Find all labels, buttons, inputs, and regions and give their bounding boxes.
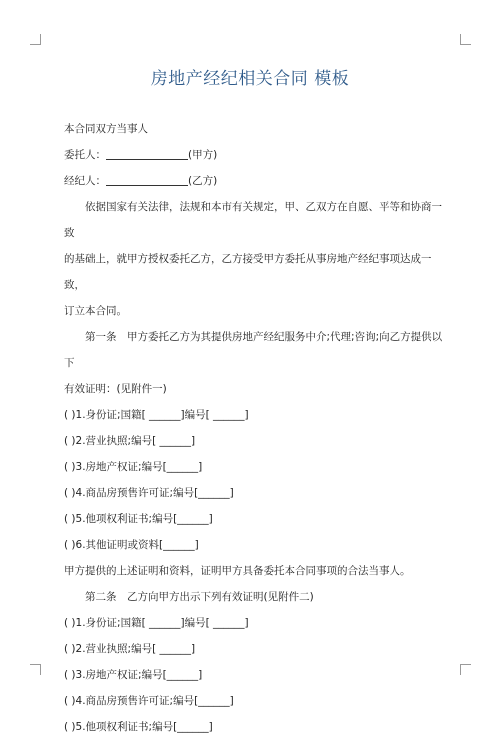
party-label: 经纪人： xyxy=(64,175,106,187)
list-item: ( )4.商品房预售许可证;编号[______] xyxy=(64,695,234,707)
article-1-continuation: 有效证明：(见附件一) xyxy=(64,383,167,395)
party-line-principal xyxy=(64,142,444,168)
list-item: ( )1.身份证;国籍[ ______]编号[ ______] xyxy=(64,617,249,629)
blank-line xyxy=(106,147,188,160)
list-item: ( )6.其他证明或资料[______] xyxy=(64,539,199,551)
document-title: 房地产经纪相关合同 模板 xyxy=(150,69,350,89)
corner-mark-bottom-right xyxy=(460,664,471,675)
corner-mark-top-right xyxy=(460,34,471,45)
party-suffix: (乙方) xyxy=(188,175,218,187)
list-item: ( )2.营业执照;编号[ ______] xyxy=(64,435,196,447)
document-body xyxy=(64,116,444,740)
corner-mark-bottom-left xyxy=(30,664,41,675)
list-item: ( )5.他项权利证书;编号[______] xyxy=(64,721,213,733)
list-item: ( )2.营业执照;编号[ ______] xyxy=(64,643,196,655)
intro-line: 本合同双方当事人 xyxy=(64,123,148,135)
blank-line xyxy=(106,173,188,186)
paragraph-line: 订立本合同。 xyxy=(64,305,127,317)
party-suffix: (甲方) xyxy=(188,149,218,161)
list-item: ( )4.商品房预售许可证;编号[______] xyxy=(64,487,234,499)
paragraph-line: 依据国家有关法律，法规和本市有关规定，甲、乙双方在自愿、平等和协商一致 xyxy=(64,201,442,239)
article-2-heading: 第二条 乙方向甲方出示下列有效证明(见附件二) xyxy=(85,591,314,603)
party-line-agent xyxy=(64,168,444,194)
list-item: ( )3.房地产权证;编号[______] xyxy=(64,461,203,473)
article-1-heading: 第一条 甲方委托乙方为其提供房地产经纪服务中介;代理;咨询;向乙方提供以下 xyxy=(64,331,443,369)
list-item: ( )3.房地产权证;编号[______] xyxy=(64,669,203,681)
paragraph-line: 的基础上，就甲方授权委托乙方，乙方接受甲方委托从事房地产经纪事项达成一致， xyxy=(64,253,432,291)
list-item: ( )1.身份证;国籍[ ______]编号[ ______] xyxy=(64,409,249,421)
statement-line: 甲方提供的上述证明和资料，证明甲方具备委托本合同事项的合法当事人。 xyxy=(64,565,411,577)
list-item: ( )5.他项权利证书;编号[______] xyxy=(64,513,213,525)
party-label: 委托人： xyxy=(64,149,106,161)
corner-mark-top-left xyxy=(30,34,41,45)
